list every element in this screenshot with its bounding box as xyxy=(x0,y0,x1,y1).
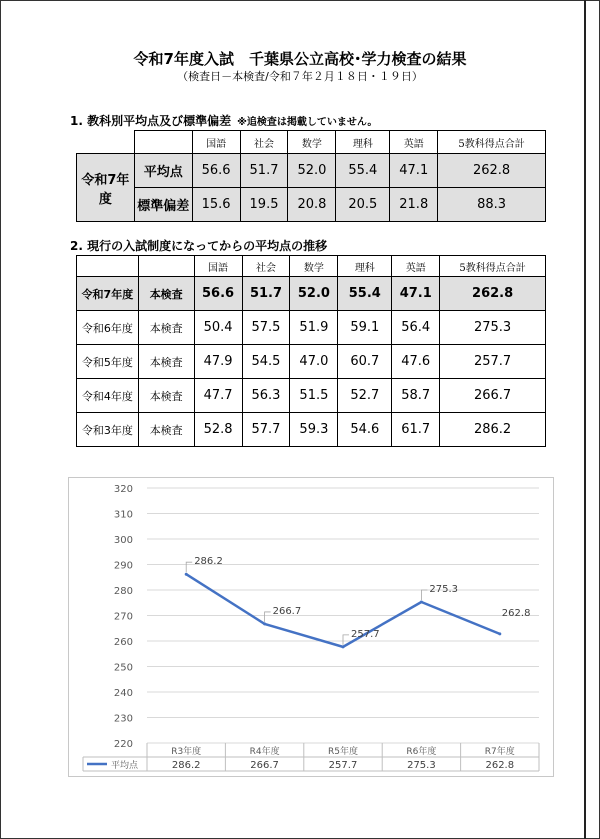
value-cell: 19.5 xyxy=(240,188,288,222)
value-cell: 56.3 xyxy=(242,379,290,413)
y-tick-label: 280 xyxy=(113,586,133,597)
x-tick-label: R6年度 xyxy=(406,747,437,757)
data-label: 266.7 xyxy=(272,605,302,617)
data-label: 257.7 xyxy=(351,628,380,640)
table-row xyxy=(77,188,546,222)
value-cell: 52.0 xyxy=(290,277,338,311)
section1-heading xyxy=(70,112,377,129)
score-table xyxy=(76,130,546,222)
year-cell: 令和6年度 xyxy=(77,311,139,345)
table-row xyxy=(77,345,546,379)
section2-heading: 2. 現行の入試制度になってからの平均点の推移 xyxy=(70,239,328,253)
x-tick-label: R7年度 xyxy=(484,747,515,757)
value-cell: 55.4 xyxy=(338,277,392,311)
row-label: 平均点 xyxy=(134,154,192,188)
table-row xyxy=(77,154,546,188)
type-cell: 本検査 xyxy=(138,345,194,379)
table-value: 257.7 xyxy=(328,760,358,771)
value-cell: 57.5 xyxy=(242,311,290,345)
value-cell: 56.6 xyxy=(192,154,240,188)
value-cell: 88.3 xyxy=(438,188,546,222)
header-cell: 社会 xyxy=(240,131,288,154)
history-table xyxy=(76,255,546,447)
data-point xyxy=(342,645,345,648)
section1-heading-text: 1. 教科別平均点及び標準偏差 xyxy=(70,114,232,128)
value-cell: 54.5 xyxy=(242,345,290,379)
header-cell: 数学 xyxy=(288,131,336,154)
value-cell: 51.5 xyxy=(290,379,338,413)
legend-label: 平均点 xyxy=(111,761,139,771)
data-point xyxy=(185,573,188,576)
data-label: 286.2 xyxy=(194,556,223,568)
label-leader xyxy=(421,590,427,600)
label-leader xyxy=(265,612,271,622)
value-cell: 47.0 xyxy=(290,345,338,379)
y-tick-label: 300 xyxy=(113,535,133,546)
y-tick-label: 230 xyxy=(113,713,133,725)
table-row xyxy=(77,379,546,413)
value-cell: 51.9 xyxy=(290,311,338,345)
table-row xyxy=(77,311,546,345)
value-cell: 262.8 xyxy=(438,154,546,188)
value-cell: 20.8 xyxy=(288,188,336,222)
year-label: 令和7年度 xyxy=(77,154,135,222)
y-tick-label: 240 xyxy=(113,688,133,699)
data-point xyxy=(420,600,423,603)
header-cell: 社会 xyxy=(242,256,290,277)
row-label: 標準偏差 xyxy=(134,188,192,222)
table-value: 262.8 xyxy=(485,760,515,771)
value-cell: 55.4 xyxy=(336,154,390,188)
y-tick-label: 220 xyxy=(113,739,133,750)
type-cell: 本検査 xyxy=(138,413,194,447)
y-tick-label: 310 xyxy=(113,509,133,521)
value-cell: 60.7 xyxy=(338,345,392,379)
table-value: 275.3 xyxy=(407,760,436,771)
y-tick-label: 260 xyxy=(113,637,133,648)
page-title: 令和7年度入試 千葉県公立高校･学力検査の結果 xyxy=(133,50,467,68)
value-cell: 54.6 xyxy=(338,413,392,447)
y-tick-label: 250 xyxy=(113,662,133,674)
header-cell: 国語 xyxy=(194,256,242,277)
value-cell: 57.7 xyxy=(242,413,290,447)
data-label: 275.3 xyxy=(429,583,459,595)
data-point xyxy=(263,622,266,625)
year-cell: 令和5年度 xyxy=(77,345,139,379)
year-cell: 令和3年度 xyxy=(77,413,139,447)
section1-note: ※追検査は掲載していません。 xyxy=(237,117,378,128)
chart-container xyxy=(68,477,554,777)
x-tick-label: R4年度 xyxy=(249,747,280,757)
value-cell: 20.5 xyxy=(336,188,390,222)
header-cell: 数学 xyxy=(290,256,338,277)
type-cell: 本検査 xyxy=(138,277,194,311)
table-value: 286.2 xyxy=(171,760,201,771)
x-tick-label: R5年度 xyxy=(328,747,358,757)
value-cell: 58.7 xyxy=(392,379,440,413)
value-cell: 51.7 xyxy=(242,277,290,311)
value-cell: 266.7 xyxy=(440,379,546,413)
table-row xyxy=(77,413,546,447)
value-cell: 59.3 xyxy=(290,413,338,447)
value-cell: 52.7 xyxy=(338,379,392,413)
value-cell: 47.1 xyxy=(392,277,440,311)
page-subtitle: （検査日－本検査/令和７年２月１８日・１９日） xyxy=(177,70,423,83)
value-cell: 286.2 xyxy=(440,413,546,447)
label-leader xyxy=(186,562,192,572)
x-tick-label: R3年度 xyxy=(171,747,202,757)
y-tick-label: 320 xyxy=(113,484,133,495)
value-cell: 47.1 xyxy=(390,154,438,188)
header-cell: 理科 xyxy=(338,256,392,277)
year-cell: 令和7年度 xyxy=(77,277,139,311)
value-cell: 275.3 xyxy=(440,311,546,345)
value-cell: 61.7 xyxy=(392,413,440,447)
y-tick-label: 270 xyxy=(113,611,133,623)
value-cell: 52.0 xyxy=(288,154,336,188)
value-cell: 52.8 xyxy=(194,413,242,447)
value-cell: 47.9 xyxy=(194,345,242,379)
header-cell: 5教科得点合計 xyxy=(438,131,546,154)
data-point xyxy=(498,632,501,635)
type-cell: 本検査 xyxy=(138,311,194,345)
line-chart xyxy=(69,478,553,776)
value-cell: 47.7 xyxy=(194,379,242,413)
value-cell: 47.6 xyxy=(392,345,440,379)
value-cell: 21.8 xyxy=(390,188,438,222)
value-cell: 56.4 xyxy=(392,311,440,345)
type-cell: 本検査 xyxy=(138,379,194,413)
value-cell: 56.6 xyxy=(194,277,242,311)
header-cell: 英語 xyxy=(390,131,438,154)
value-cell: 50.4 xyxy=(194,311,242,345)
value-cell: 51.7 xyxy=(240,154,288,188)
value-cell: 262.8 xyxy=(440,277,546,311)
table-row xyxy=(77,277,546,311)
data-label: 262.8 xyxy=(501,607,531,619)
value-cell: 257.7 xyxy=(440,345,546,379)
year-cell: 令和4年度 xyxy=(77,379,139,413)
header-cell: 5教科得点合計 xyxy=(440,256,546,277)
page-border xyxy=(584,0,586,839)
y-tick-label: 290 xyxy=(113,560,133,572)
value-cell: 59.1 xyxy=(338,311,392,345)
header-cell: 国語 xyxy=(192,131,240,154)
value-cell: 15.6 xyxy=(192,188,240,222)
header-cell: 英語 xyxy=(392,256,440,277)
table-value: 266.7 xyxy=(250,760,279,771)
header-cell: 理科 xyxy=(336,131,390,154)
